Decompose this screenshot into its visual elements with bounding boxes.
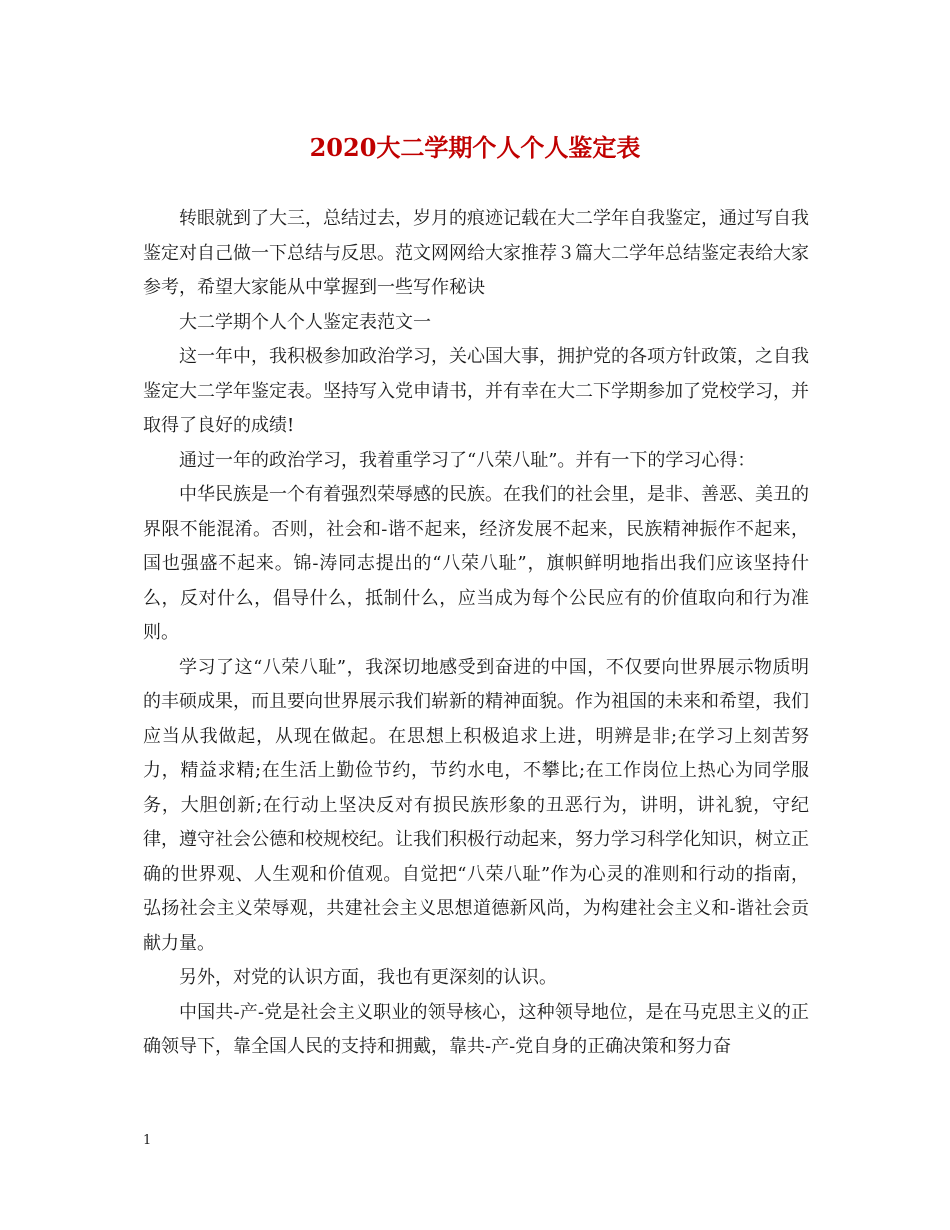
paragraph-section-heading: 大二学期个人个人鉴定表范文一 — [179, 311, 431, 333]
paragraph-political-study: 这一年中，我积极参加政治学习，关心国大事，拥护党的各项方针政策，之自我鉴定大二学年鉴定表。坚持写入党申请书，并有幸在大二下学期参加了党校学习，并取得了良好的成绩! — [143, 346, 809, 436]
paragraph-party-leadership: 中国共-产-党是社会主义职业的领导核心，这种领导地位，是在马克思主义的正确领导下，靠全国人民的支持和拥戴，靠共-产-党自身的正确决策和努力奋 — [143, 1001, 809, 1057]
paragraph-eight-honors: 学习了这“八荣八耻”，我深切地感受到奋进的中国，不仅要向世界展示物质明的丰硕成果，而且要向世界展示我们崭新的精神面貌。作为祖国的未来和希望，我们应当从我做起，从现在做起。在思想上积极追求上进，明辨是非;在学习上刻苦努力，精益求精;在生活上勤俭节约，节约水电，不攀比;在工作岗位上热心为同学服务，大胆创新;在行动上坚决反对有损民族形象的丑恶行为，讲明，讲礼貌，守纪律，遵守社会公德和校规校纪。让我们积极行动起来，努力学习科学化知识，树立正确的世界观、人生观和价值观。自觉把“八荣八耻”作为心灵的准则和行动的指南，弘扬社会主义荣辱观，共建社会主义思想道德新风尚，为构建社会主义和-谐社会贡献力量。 — [143, 656, 809, 954]
page-number: 1 — [143, 1133, 152, 1148]
paragraph-party-understanding: 另外，对党的认识方面，我也有更深刻的认识。 — [179, 967, 557, 988]
paragraph-nation: 中华民族是一个有着强烈荣辱感的民族。在我们的社会里，是非、善恶、美丑的界限不能混淆。否则，社会和-谐不起来，经济发展不起来，民族精神振作不起来，国也强盛不起来。锦-涛同志提出的“八荣八耻”，旗帜鲜明地指出我们应该坚持什么，反对什么，倡导什么，抵制什么，应当成为每个公民应有的价值取向和行为准则。 — [143, 484, 809, 643]
document-title: 2020大二学期个人个人鉴定表 — [309, 133, 641, 162]
document-body — [143, 202, 809, 1065]
paragraph-study-notes: 通过一年的政治学习，我着重学习了“八荣八耻”。并有一下的学习心得： — [179, 449, 756, 471]
paragraph-intro: 转眼就到了大三，总结过去，岁月的痕迹记载在大二学年自我鉴定，通过写自我鉴定对自己做一下总结与反思。范文网网给大家推荐３篇大二学年总结鉴定表给大家参考，希望大家能从中掌握到一些写作秘诀 — [143, 208, 809, 298]
